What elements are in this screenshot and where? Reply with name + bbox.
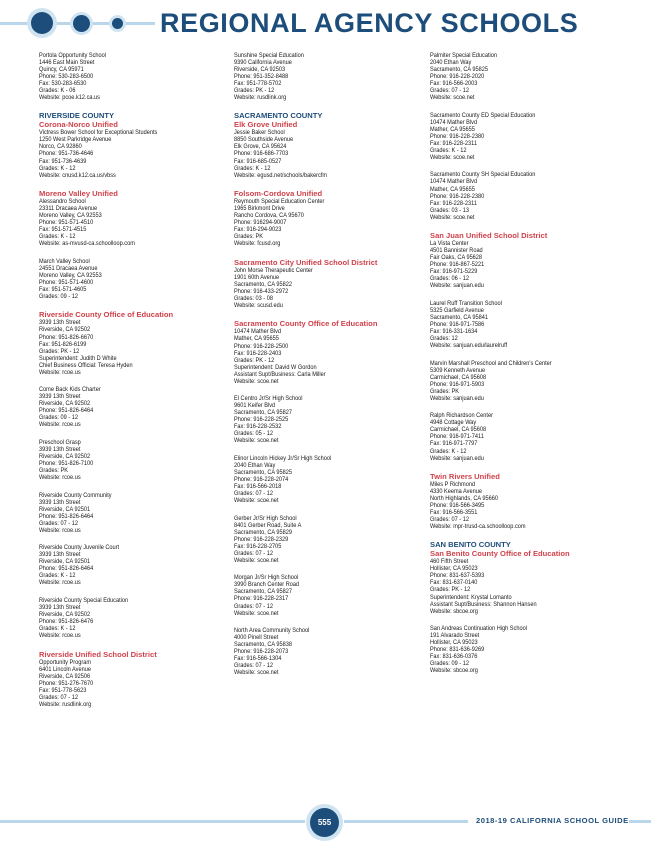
entry-line: Riverside, CA 92501 <box>39 558 91 566</box>
school-entry <box>430 300 620 349</box>
phone-line: Phone: 916-228-2020 <box>430 73 485 81</box>
entry-line: 460 Fifth Street <box>430 558 469 566</box>
website-line: Website: rcoe.us <box>39 421 81 429</box>
website-line: Website: sbcoe.org <box>430 607 478 615</box>
entry-line: 8850 Southside Avenue <box>234 136 294 144</box>
entry-line: Superintendent: Judith D White <box>39 354 117 362</box>
school-entry <box>39 492 229 534</box>
entry-line: Sacramento, CA 95838 <box>234 641 292 649</box>
entry-line: 3939 13th Street <box>39 319 81 327</box>
school-entry <box>430 231 620 289</box>
phone-line: Phone: 916-228-2380 <box>430 132 485 140</box>
entry-line: Sacramento, CA 95829 <box>234 528 292 536</box>
page-title: REGIONAL AGENCY SCHOOLS <box>160 8 579 38</box>
entry-line: 8401 Gerber Road, Suite A <box>234 521 302 529</box>
fax-line: Fax: 916-971-5229 <box>430 268 478 276</box>
entry-line: 10474 Mather Blvd <box>430 118 478 126</box>
phone-line: Phone: 916-228-2329 <box>234 535 289 543</box>
entry-line: Ralph Richardson Center <box>430 412 493 420</box>
website-line: Website: scoe.net <box>430 213 475 221</box>
entry-line: Sacramento, CA 95825 <box>234 469 292 476</box>
fax-line: Fax: 831-636-0376 <box>430 653 478 661</box>
entry-line: 3939 13th Street <box>39 445 81 453</box>
entry-line: 1901 60th Avenue <box>234 273 280 281</box>
column-2 <box>234 52 424 687</box>
fax-line: Fax: 916-228-2311 <box>430 139 477 147</box>
district-heading: San Benito County Office of Education <box>430 549 570 559</box>
school-entry <box>39 112 229 179</box>
phone-line: Phone: 951-571-4510 <box>39 219 94 227</box>
entry-line: Sacramento, CA 95825 <box>430 66 488 74</box>
fax-line: Fax: 916-228-2311 <box>430 199 477 207</box>
entry-line: Sacramento County ED Special Education <box>430 111 536 119</box>
entry-line: Victress Bower School for Exceptional Students <box>39 129 158 137</box>
district-heading: Riverside County Office of Education <box>39 310 174 320</box>
grades-line: Grades: 07 - 12 <box>430 516 469 524</box>
entry-line: Riverside County Juvenile Court <box>39 544 120 552</box>
guide-title: 2018-19 CALIFORNIA SCHOOL GUIDE <box>476 816 629 825</box>
phone-line: Phone: 916-971-7586 <box>430 321 485 329</box>
website-line: Website: rusdlink.org <box>234 94 287 102</box>
entry-line: 3939 13th Street <box>39 498 81 506</box>
grades-line: Grades: 07 - 12 <box>430 87 469 95</box>
website-line: Website: sanjuan.edu <box>430 454 484 462</box>
website-line: Website: rusdlink.org <box>39 700 92 708</box>
school-entry <box>430 52 620 101</box>
phone-line: Phone: 916-971-5903 <box>430 380 485 388</box>
grades-line: Grades: 03 - 08 <box>234 294 273 302</box>
school-entry <box>39 310 229 375</box>
website-line: Website: scoe.net <box>430 154 475 161</box>
grades-line: Grades: K - 12 <box>234 164 271 172</box>
entry-line: 3990 Branch Center Road <box>234 581 300 589</box>
district-heading: Twin Rivers Unified <box>430 471 500 481</box>
website-line: Website: rcoe.us <box>39 579 81 587</box>
phone-line: Phone: 916-228-2380 <box>430 192 485 200</box>
phone-line: Phone: 951-571-4600 <box>39 278 94 286</box>
entry-line: Laurel Ruff Transition School <box>430 299 502 307</box>
entry-line: Moreno Valley, CA 92553 <box>39 212 102 220</box>
grades-line: Grades: K - 12 <box>430 447 467 455</box>
website-line: Website: sanjuan.edu/laurelruff <box>430 342 508 350</box>
school-entry <box>430 541 620 615</box>
district-heading: Sacramento City Unified School District <box>234 257 378 267</box>
website-line: Website: sanjuan.edu <box>430 394 484 402</box>
school-entry <box>430 112 620 161</box>
school-entry <box>39 189 229 247</box>
footer-decor-line <box>629 820 651 823</box>
district-heading: San Juan Unified School District <box>430 231 548 241</box>
entry-line: Mather, CA 95655 <box>430 125 475 133</box>
entry-line: Carmichael, CA 95608 <box>430 426 487 434</box>
fax-line: Fax: 916-228-2532 <box>234 423 282 431</box>
phone-line: Phone: 916-566-3495 <box>430 502 485 510</box>
grades-line: Grades: 12 <box>430 335 458 343</box>
website-line: Website: scoe.net <box>234 377 279 385</box>
entry-line: 6401 Lincoln Avenue <box>39 665 91 673</box>
entry-line: Jessie Baker School <box>234 129 285 137</box>
phone-line: Phone: 951-826-6670 <box>39 333 94 341</box>
phone-line: Phone: 916-971-7411 <box>430 433 484 441</box>
district-heading: Elk Grove Unified <box>234 120 298 130</box>
phone-line: Phone: 951-736-4646 <box>39 150 94 158</box>
entry-line: Mather, CA 95655 <box>430 185 475 193</box>
fax-line: Fax: 916-566-1304 <box>234 655 282 663</box>
entry-line: Riverside, CA 92502 <box>39 400 91 408</box>
grades-line: Grades: K - 12 <box>430 146 467 154</box>
entry-line: 9601 Keifer Blvd <box>234 402 276 410</box>
entry-line: 4330 Keema Avenue <box>430 488 482 496</box>
entry-line: Mather, CA 95655 <box>234 335 279 343</box>
entry-line: Marvin Marshall Preschool and Children's Center <box>430 359 552 367</box>
grades-line: Grades: PK <box>430 387 459 395</box>
phone-line: Phone: 951-826-6476 <box>39 618 94 626</box>
school-entry <box>39 650 229 708</box>
entry-line: March Valley School <box>39 257 90 265</box>
entry-line: 4000 Pinell Street <box>234 634 279 642</box>
footer-decor-line <box>344 820 468 823</box>
website-line: Website: sanjuan.edu <box>430 282 484 290</box>
grades-line: Grades: PK - 12 <box>234 87 275 95</box>
school-entry <box>234 395 424 444</box>
fax-line: Fax: 916-566-2018 <box>234 483 282 491</box>
fax-line: Fax: 916-566-3551 <box>430 509 478 517</box>
website-line: Website: rcoe.us <box>39 474 81 482</box>
phone-line: Phone: 831-636-9269 <box>430 646 485 654</box>
entry-line: Chief Business Official: Teresa Hyden <box>39 361 133 369</box>
website-line: Website: rcoe.us <box>39 632 81 640</box>
entry-line: 1446 East Main Street <box>39 59 95 67</box>
entry-line: Preschool Grasp <box>39 438 81 446</box>
phone-line: Phone: 951-826-6464 <box>39 512 94 520</box>
entry-line: San Andreas Continuation High School <box>430 625 527 633</box>
fax-line: Fax: 916-294-9023 <box>234 226 282 234</box>
grades-line: Grades: 07 - 12 <box>39 693 78 701</box>
grades-line: Grades: K - 12 <box>39 233 76 241</box>
website-line: Website: scoe.net <box>234 556 279 564</box>
grades-line: Grades: 07 - 12 <box>234 549 273 557</box>
entry-line: Sacramento, CA 95822 <box>234 280 292 288</box>
grades-line: Grades: PK <box>234 233 263 241</box>
entry-line: John Morse Therapeutic Center <box>234 266 313 274</box>
website-line: Website: scoe.net <box>430 94 475 102</box>
school-entry <box>39 52 229 101</box>
phone-line: Phone: 951-826-6464 <box>39 407 94 415</box>
website-line: Website: rcoe.us <box>39 368 81 376</box>
website-line: Website: cnusd.k12.ca.us/vbss <box>39 171 116 179</box>
entry-line: Morgan Jr/Sr High School <box>234 574 299 582</box>
entry-line: 3939 13th Street <box>39 551 81 559</box>
entry-line: 23311 Dracaea Avenue <box>39 205 98 213</box>
district-heading: Riverside Unified School District <box>39 649 157 659</box>
entry-line: 3939 13th Street <box>39 603 81 611</box>
website-line: Website: scoe.net <box>234 437 279 445</box>
fax-line: Fax: 916-685-0527 <box>234 157 282 165</box>
phone-line: Phone: 951-826-6464 <box>39 565 94 573</box>
phone-line: Phone: 530-283-6500 <box>39 73 94 81</box>
website-line: Website: mpr-trusd-ca.schoolloop.com <box>430 523 526 531</box>
grades-line: Grades: K - 12 <box>39 572 76 580</box>
school-entry <box>234 189 424 247</box>
grades-line: Grades: 07 - 12 <box>234 662 273 670</box>
entry-line: El Centro Jr/Sr High School <box>234 395 303 403</box>
grades-line: Grades: K - 06 <box>39 87 76 95</box>
entry-line: Riverside, CA 92501 <box>39 505 91 513</box>
grades-line: Grades: PK - 12 <box>39 347 80 355</box>
entry-line: 5325 Garfield Avenue <box>430 306 484 314</box>
website-line: Website: scoe.net <box>234 609 279 617</box>
fax-line: Fax: 951-571-4515 <box>39 226 87 234</box>
district-heading: Folsom-Cordova Unified <box>234 189 323 199</box>
entry-line: 4501 Bannister Road <box>430 247 483 255</box>
entry-line: Sacramento, CA 95841 <box>430 313 488 321</box>
school-entry <box>234 258 424 309</box>
fax-line: Fax: 951-778-5623 <box>39 686 87 694</box>
fax-line: Fax: 831-637-0140 <box>430 579 478 587</box>
phone-line: Phone: 831-637-5393 <box>430 572 485 580</box>
entry-line: 9390 California Avenue <box>234 59 292 67</box>
school-entry <box>234 455 424 504</box>
entry-line: 4948 Cottage Way <box>430 419 477 427</box>
entry-line: Sunshine Special Education <box>234 52 304 59</box>
entry-line: Quincy, CA 95971 <box>39 66 84 74</box>
page-header <box>0 0 651 48</box>
school-entry <box>234 627 424 676</box>
website-line: Website: scoe.net <box>234 669 279 677</box>
entry-line: Reymouth Special Education Center <box>234 198 325 206</box>
fax-line: Fax: 916-228-2403 <box>234 349 282 357</box>
entry-line: 3939 13th Street <box>39 393 81 401</box>
entry-line: 191 Alvarado Street <box>430 632 480 640</box>
school-entry <box>39 258 229 300</box>
entry-line: Carmichael, CA 95608 <box>430 373 487 381</box>
entry-line: Norco, CA 92860 <box>39 143 82 151</box>
entry-line: Moreno Valley, CA 92553 <box>39 271 102 279</box>
entry-line: 2040 Ethan Way <box>430 59 472 67</box>
phone-line: Phone: 951-352-8488 <box>234 73 289 81</box>
grades-line: Grades: PK - 12 <box>234 356 275 364</box>
website-line: Website: rcoe.us <box>39 526 81 534</box>
county-heading: SACRAMENTO COUNTY <box>234 110 323 120</box>
phone-line: Phone: 916-433-2972 <box>234 287 289 295</box>
website-line: Website: scoe.net <box>234 497 279 505</box>
county-heading: RIVERSIDE COUNTY <box>39 110 115 120</box>
phone-line: Phone: 916-686-7703 <box>234 150 289 158</box>
phone-line: Phone: 916-228-2073 <box>234 648 289 656</box>
phone-line: Phone: 951-276-7670 <box>39 679 94 687</box>
school-entry <box>234 112 424 179</box>
footer-decor-line <box>0 820 305 823</box>
entry-line: Riverside County Community <box>39 491 112 499</box>
entry-line: Hollister, CA 95023 <box>430 565 478 573</box>
phone-line: Phone: 916-867-5221 <box>430 261 485 269</box>
fax-line: Fax: 530-283-6530 <box>39 80 87 88</box>
school-entry <box>430 171 620 220</box>
phone-line: Phone: 916-228-2525 <box>234 416 289 424</box>
entry-line: 1250 West Parkridge Avenue <box>39 136 112 144</box>
grades-line: Grades: 09 - 12 <box>39 414 78 422</box>
entry-line: Riverside, CA 92502 <box>39 326 91 334</box>
grades-line: Grades: K - 12 <box>39 164 76 172</box>
grades-line: Grades: 09 - 12 <box>430 660 469 668</box>
grades-line: Grades: 09 - 12 <box>39 292 78 300</box>
entry-line: 10474 Mather Blvd <box>234 328 282 336</box>
entry-line: Superintendent: Krystal Lomanto <box>430 593 512 601</box>
grades-line: Grades: PK - 12 <box>430 586 471 594</box>
fax-line: Fax: 951-736-4639 <box>39 157 87 165</box>
entry-line: Riverside County Special Education <box>39 596 129 604</box>
entry-line: Elinor Lincoln Hickey Jr/Sr High School <box>234 454 332 462</box>
page-footer <box>0 805 651 845</box>
district-heading: Corona-Norco Unified <box>39 120 118 130</box>
entry-line: 5309 Kenneth Avenue <box>430 366 486 374</box>
entry-line: Assistant Supt/Business: Shannon Hansen <box>430 600 537 608</box>
entry-line: La Vista Center <box>430 240 469 248</box>
website-line: Website: scusd.edu <box>234 301 283 309</box>
grades-line: Grades: K - 12 <box>39 625 76 633</box>
website-line: Website: fcusd.org <box>234 240 281 248</box>
fax-line: Fax: 916-228-2705 <box>234 542 282 550</box>
grades-line: Grades: 07 - 12 <box>234 602 273 610</box>
school-entry <box>234 52 424 101</box>
grades-line: Grades: 03 - 13 <box>430 206 469 214</box>
entry-line: Riverside, CA 92506 <box>39 672 91 680</box>
district-heading: Sacramento County Office of Education <box>234 319 378 329</box>
entry-line: Superintendent: David W Gordon <box>234 363 317 371</box>
phone-line: Phone: 916-228-2500 <box>234 342 289 350</box>
entry-line: Gerber Jr/Sr High School <box>234 514 297 522</box>
school-entry <box>234 319 424 384</box>
website-line: Website: as-mvusd-ca.schoolloop.com <box>39 240 135 248</box>
entry-line: Sacramento, CA 95827 <box>234 409 292 417</box>
website-line: Website: egusd.net/schools/bakercfm <box>234 171 328 179</box>
entry-line: 10474 Mather Blvd <box>430 178 478 186</box>
column-3 <box>430 52 620 685</box>
website-line: Website: sbcoe.org <box>430 667 478 675</box>
grades-line: Grades: 06 - 12 <box>430 275 469 283</box>
phone-line: Phone: 916-228-2317 <box>234 595 289 603</box>
entry-line: Elk Grove, CA 95624 <box>234 143 287 151</box>
district-heading: Moreno Valley Unified <box>39 189 118 199</box>
county-heading: SAN BENITO COUNTY <box>430 539 511 549</box>
school-entry <box>39 439 229 481</box>
header-decor-dot <box>112 18 123 29</box>
column-1 <box>39 52 229 718</box>
grades-line: Grades: 07 - 12 <box>39 519 78 527</box>
school-entry <box>234 574 424 616</box>
header-decor-dot <box>73 15 90 32</box>
phone-line: Phone: 916-228-2074 <box>234 476 289 484</box>
entry-line: Assistant Supt/Business: Carla Miller <box>234 370 326 378</box>
grades-line: Grades: PK <box>39 467 68 475</box>
entry-line: Alessandro School <box>39 198 86 206</box>
website-line: Website: pcoe.k12.ca.us <box>39 94 100 102</box>
entry-line: 1965 Birkmont Drive <box>234 205 285 213</box>
entry-line: Portola Opportunity School <box>39 52 107 59</box>
entry-line: 2040 Ethan Way <box>234 461 276 469</box>
header-decor-dot <box>31 12 53 34</box>
fax-line: Fax: 951-826-6199 <box>39 340 87 348</box>
entry-line: Riverside, CA 92502 <box>39 610 91 618</box>
school-entry <box>234 515 424 564</box>
entry-line: Riverside, CA 92503 <box>234 66 286 74</box>
entry-line: 24551 Dracaea Avenue <box>39 264 98 272</box>
fax-line: Fax: 916-566-2003 <box>430 80 478 88</box>
school-entry <box>430 412 620 461</box>
entry-line: Miles P Richmond <box>430 480 476 488</box>
school-entry <box>39 597 229 639</box>
school-entry <box>430 360 620 402</box>
phone-line: Phone: 916294-9007 <box>234 219 287 227</box>
entry-line: Sacramento County SH Special Education <box>430 171 536 179</box>
fax-line: Fax: 951-778-5702 <box>234 80 282 88</box>
page-number: 555 <box>310 808 339 837</box>
school-entry <box>39 386 229 428</box>
school-entry <box>39 544 229 586</box>
school-entry <box>430 625 620 674</box>
school-entry <box>430 472 620 530</box>
entry-line: Sacramento, CA 95827 <box>234 588 292 596</box>
entry-line: North Highlands, CA 95660 <box>430 495 498 503</box>
fax-line: Fax: 916-971-7797 <box>430 440 478 448</box>
fax-line: Fax: 951-571-4605 <box>39 285 87 293</box>
phone-line: Phone: 951-826-7100 <box>39 460 94 467</box>
entry-line: Riverside, CA 92502 <box>39 452 91 460</box>
entry-line: Hollister, CA 95023 <box>430 639 478 647</box>
grades-line: Grades: 05 - 12 <box>234 430 273 438</box>
entry-line: North Area Community School <box>234 627 310 635</box>
entry-line: Opportunity Program <box>39 658 92 666</box>
fax-line: Fax: 916-331-1634 <box>430 328 478 336</box>
grades-line: Grades: 07 - 12 <box>234 490 273 498</box>
entry-line: Come Back Kids Charter <box>39 386 101 394</box>
entry-line: Palmiter Special Education <box>430 52 498 59</box>
entry-line: Rancho Cordova, CA 95670 <box>234 212 304 220</box>
entry-line: Fair Oaks, CA 95628 <box>430 254 483 262</box>
